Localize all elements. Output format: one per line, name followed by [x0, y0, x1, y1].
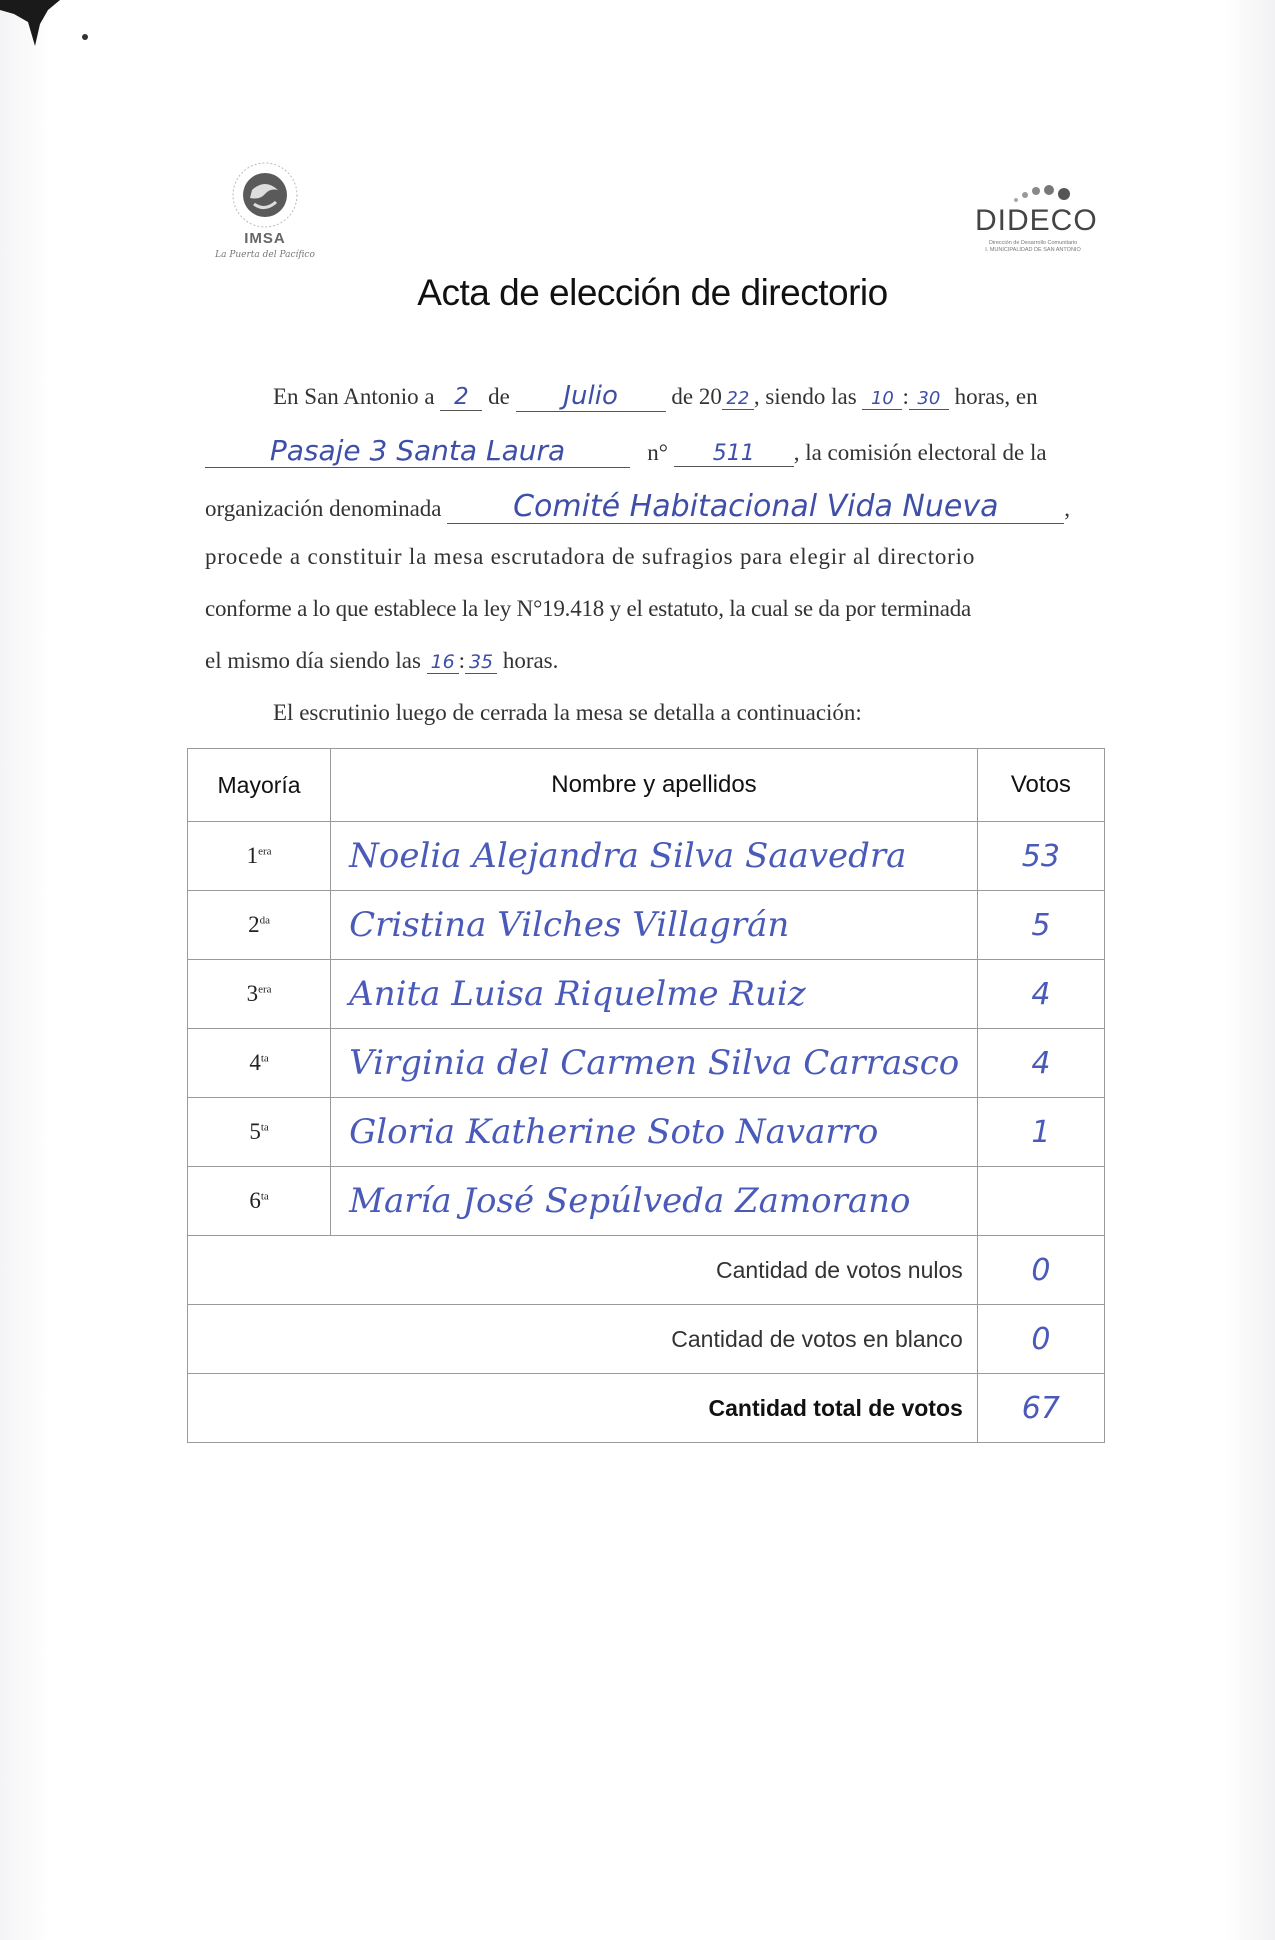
intro-line-2	[205, 436, 1047, 468]
candidate-name: Cristina Vilches Villagrán	[331, 891, 978, 960]
total-votes-label: Cantidad total de votos	[188, 1374, 978, 1443]
rank-cell	[188, 891, 331, 960]
dideco-name: DIDECO	[975, 204, 1098, 237]
year-field: 22	[722, 389, 754, 410]
candidate-votes: 4	[977, 960, 1104, 1029]
blank-votes-value: 0	[977, 1305, 1104, 1374]
rank-suffix: era	[258, 983, 272, 996]
start-min-field: 30	[909, 389, 949, 410]
rank-number: 4	[249, 1050, 261, 1075]
dideco-subtitle	[973, 240, 1093, 254]
page-title: Acta de elección de directorio	[417, 272, 888, 313]
blank-votes-label: Cantidad de votos en blanco	[188, 1305, 978, 1374]
intro-line-3: organización denominada Comité Habitacional Vida Nueva ,	[205, 489, 1071, 524]
end-min-field: 35	[465, 652, 497, 674]
rank-number: 2	[248, 912, 260, 937]
imsa-motto: La Puerta del Pacífico	[215, 250, 315, 260]
header-name: Nombre y apellidos	[331, 749, 978, 822]
table-row	[188, 1167, 1105, 1236]
results-table-wrapper	[187, 748, 1105, 1468]
rank-suffix: ta	[260, 1121, 269, 1134]
imsa-name: IMSA	[244, 230, 286, 247]
header-votes: Votos	[977, 749, 1104, 822]
candidate-votes: 5	[977, 891, 1104, 960]
null-votes-label: Cantidad de votos nulos	[188, 1236, 978, 1305]
day-field: 2	[440, 385, 482, 411]
results-table	[187, 748, 1105, 1443]
municipality-emblem-icon	[230, 160, 300, 230]
candidate-votes: 1	[977, 1098, 1104, 1167]
rank-cell	[188, 960, 331, 1029]
rank-suffix: era	[258, 845, 272, 858]
table-row	[188, 960, 1105, 1029]
null-votes-value: 0	[977, 1236, 1104, 1305]
month-field: Julio	[516, 382, 666, 412]
number-field: 511	[674, 442, 794, 467]
text: de	[488, 384, 510, 409]
text: organización denominada	[205, 496, 442, 521]
null-votes-row	[188, 1236, 1105, 1305]
candidate-votes: 53	[977, 822, 1104, 891]
text: de 20	[671, 384, 722, 409]
dideco-logo	[965, 178, 1098, 258]
dideco-subtitle-line-1: Dirección de Desarrollo Comunitario	[988, 240, 1078, 246]
scan-mark	[0, 0, 110, 60]
total-votes-row	[188, 1374, 1105, 1443]
imsa-logo	[205, 160, 330, 270]
text: horas, en	[954, 384, 1038, 409]
table-header-row	[188, 749, 1105, 822]
blank-votes-row	[188, 1305, 1105, 1374]
table-row	[188, 891, 1105, 960]
table-row	[188, 822, 1105, 891]
dideco-subtitle-line-2: I. MUNICIPALIDAD DE SAN ANTONIO	[985, 247, 1081, 253]
table-row	[188, 1029, 1105, 1098]
text: , siendo las	[753, 384, 857, 409]
rank-cell	[188, 1029, 331, 1098]
rank-cell	[188, 822, 331, 891]
rank-number: 5	[249, 1119, 261, 1144]
intro-line-6: el mismo día siendo las 16 : 35 horas.	[205, 648, 559, 673]
candidate-name: Gloria Katherine Soto Navarro	[331, 1098, 978, 1167]
rank-number: 1	[246, 843, 259, 868]
total-votes-value: 67	[977, 1374, 1104, 1443]
candidate-votes	[977, 1167, 1104, 1236]
text: , la comisión electoral de la	[793, 440, 1047, 465]
rank-suffix: ta	[260, 1190, 269, 1203]
intro-line-1: En San Antonio a 2 de Julio de 20 22 , siendo las 10 : 30 horas, en	[273, 381, 1038, 411]
rank-cell	[188, 1167, 331, 1236]
intro-line-4: procede a constituir la mesa escrutadora de sufragios para elegir al directorio	[205, 544, 976, 569]
intro-line-7: El escrutinio luego de cerrada la mesa se detalla a continuación:	[273, 700, 862, 725]
header-rank: Mayoría	[188, 749, 331, 822]
text: horas.	[502, 648, 559, 673]
rank-suffix: da	[259, 914, 271, 927]
text: n°	[647, 440, 668, 465]
candidate-name: Noelia Alejandra Silva Saavedra	[331, 822, 978, 891]
start-hour-field: 10	[862, 389, 902, 410]
text: el mismo día siendo las	[205, 648, 421, 673]
table-row	[188, 1098, 1105, 1167]
candidate-name: Anita Luisa Riquelme Ruiz	[331, 960, 978, 1029]
end-hour-field: 16	[427, 652, 459, 674]
rank-cell	[188, 1098, 331, 1167]
rank-number: 3	[246, 981, 259, 1006]
rank-number: 6	[249, 1188, 261, 1213]
rank-suffix: ta	[260, 1052, 269, 1065]
candidate-name: Virginia del Carmen Silva Carrasco	[331, 1029, 978, 1098]
candidate-name: María José Sepúlveda Zamorano	[331, 1167, 978, 1236]
organization-field: Comité Habitacional Vida Nueva	[447, 490, 1064, 524]
text: En San Antonio a	[273, 384, 435, 409]
address-field: Pasaje 3 Santa Laura	[205, 436, 630, 468]
candidate-votes: 4	[977, 1029, 1104, 1098]
intro-line-5: conforme a lo que establece la ley N°19.418 y el estatuto, la cual se da por terminada	[205, 596, 972, 621]
